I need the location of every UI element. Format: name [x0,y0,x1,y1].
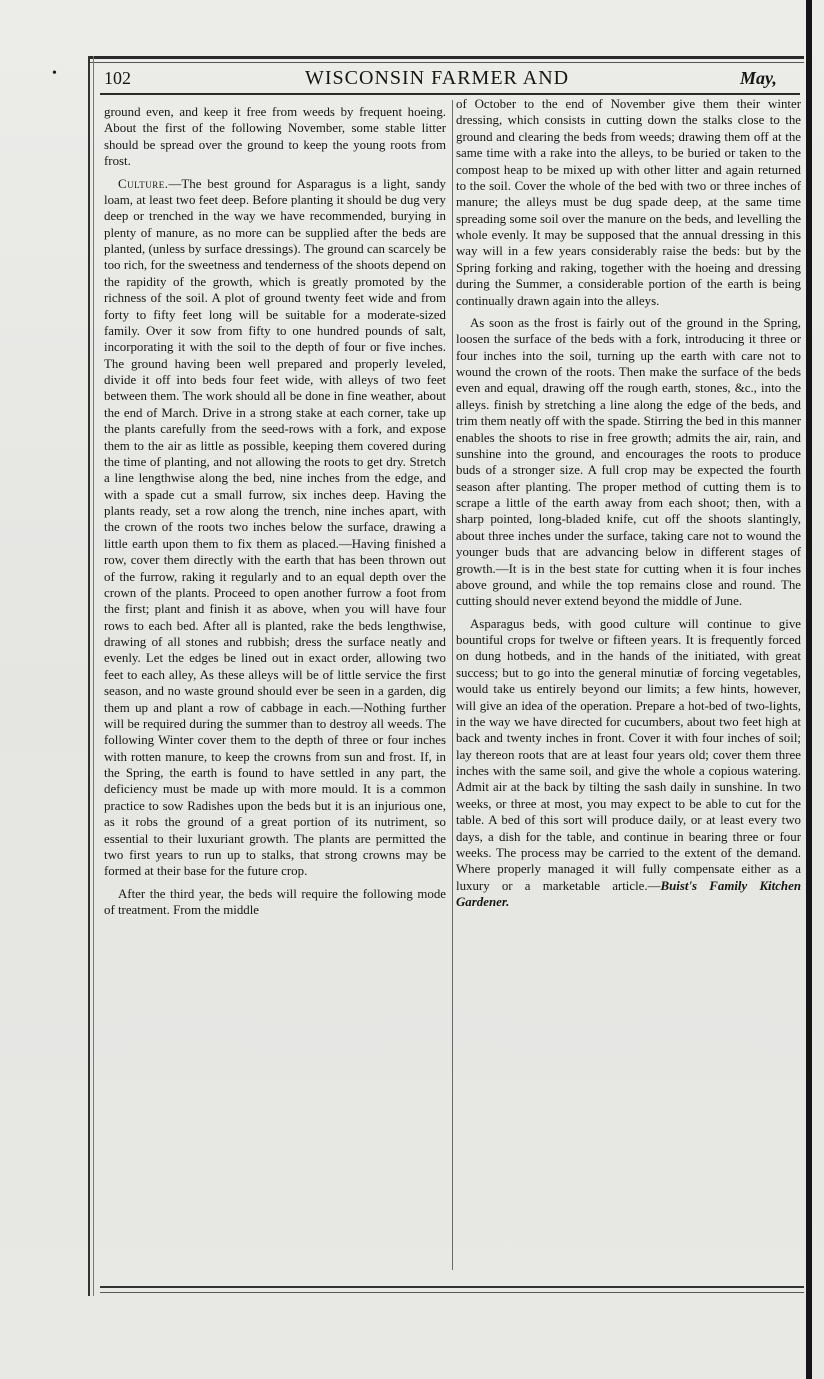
issue-month: May, [740,68,777,88]
left-paragraph-1: ground even, and keep it free from weeds by frequent hoeing. About the first of the following November, some stable litter should be spread over the ground to keep the young roots from frost. [104,105,446,169]
left-column [104,104,446,918]
right-paragraph-2: As soon as the frost is fairly out of the ground in the Spring, loosen the surface of the beds with a fork, introducing it three or four inches into the soil, turning up the earth with care not to wound the crown of the roots. Then make the surface of the beds even and equal, drawing off the rough earth, stones, &c., into the alleys. finish by stretching a line along the edge of the beds, and trim them neatly off with the spade. Stirring the bed in this manner enables the shoots to rise in free growth; admits the air, rain, and sunshine into the ground, and encourages the roots to produce buds of a stronger size. A full crop may be expected the fourth season after planting. The proper method of cutting them is to scrape a little of the earth away from each shoot; then, with a sharp pointed, long-bladed knife, cut off the shoots slantingly, about three inches under the surface, taking care not to wound the younger buds that are advancing below in different stages of growth.—It is in the best state for cutting when it is four inches above ground, and while the top remains close and round. The cutting should never extend beyond the middle of June. [456,315,801,609]
bottom-rule [100,1286,804,1288]
right-paragraph-3-text: Asparagus beds, with good culture will continue to give bountiful crops for twelve or fifteen years. It is frequently forced on dung hotbeds, and in the hands of the initiated, with great success; but to go into the general minutiæ of forcing vegetables, would take us entirely beyond our limits; a few hints, however, will give an idea of the operation. Prepare a hot-bed of two-lights, in the way we have directed for cucumbers, about two feet high at back and twenty inches in front. Cover it with four inches of soil; lay thereon roots that are at least four years old; cover them three inches with the same soil, and give the whole a copious watering. Admit air at the back by tilting the sash daily in sunshine. In two weeks, or three at most, you may expect to be able to cut for the table. A bed of this sort will produce daily, or at least every two days, a dish for the table, and continue in bearing three or four weeks. The process may be carried to the extent of the demand. Where properly managed it will fully compensate either as a luxury or a marketable article.— [456,616,801,893]
right-paragraph-1: of October to the end of November give them their winter dressing, which consists in cutting down the stalks close to the ground and clearing the beds from weeds; drawing them off at the same time with a rake into the alleys, to be buried or taken to the compost heap to be mixed up with other litter and again returned to the soil. Cover the whole of the bed with two or three inches of manure; the alleys must be dug spade deep, at the same time spreading some soil over the manure on the beds, and levelling the whole evenly. It may be supposed that the annual dressing in this way will in a few years considerably raise the beds: but by the Spring forking and raking, together with the hoeing and dressing during the Summer, a considerable portion of the earth is being continually drawn again into the alleys. [456,97,801,308]
source-credit: Buist's Family Kitchen Gardener. [456,878,801,909]
right-column [456,96,801,910]
left-paragraph-3: After the third year, the beds will require the following mode of treatment. From the middle [104,886,446,917]
left-border-rule-thin [93,56,94,1296]
header-rule [100,93,800,95]
top-border-rule-thin [88,62,804,63]
culture-paragraph [104,176,446,880]
bottom-rule-thin [100,1292,804,1293]
left-border-rule [88,56,90,1296]
masthead-title: WISCONSIN FARMER AND [305,67,570,89]
culture-text: —The best ground for Asparagus is a light, sandy loam, at least two feet deep. Before planting it should be dug very deep or trenched in the way we have recommended, burying in plenty of manure, as no more can be supplied after the beds are planted, (unless by surface dressings). The ground can scarcely be too rich, for the sweetness and tenderness of the shoots depend on the rapidity of the growth, which is greatly promoted by the richness of the soil. A plot of ground twenty feet wide and from forty to fifty feet long will be suitable for a moderate-sized family. Over it sow from fifty to one hundred pounds of salt, incorporating it with the soil to the depth of four or five inches. The ground having been well prepared and properly leveled, divide it off into beds four feet wide, with alleys of two feet between them. The work should all be done in fine weather, about the end of March. Drive in a strong stake at each corner, take up the plants carefully from the seed-rows with a fork, and expose them to the air as little as possible, keeping them covered during the time of planting, and not allowing the roots to get dry. Stretch a line lengthwise along the bed, nine inches from the edge, and with a spade cut a small furrow, six inches deep. Having the plants ready, set a row along the trench, nine inches apart, with the crown of the roots two inches below the surface, drawing a little earth upon them to fix them as placed.—Having finished a row, cover them directly with the earth that has been thrown out of the furrow, raking it regularly and to an equal depth over the crown of the plants. Proceed to open another furrow a foot from the first; plant and finish it as above, when you will have four rows to each bed. After all is planted, rake the beds lengthwise, drawing of all stones and rubbish; dress the surface neatly and evenly. Let the edges be lined out in exact order, allowing two feet to each alley, As these alleys will be of little service the first season, and no waste ground should ever be seen in a garden, dig them up and plant a row of cabbage in each.—Nothing further will be required during the summer than to destroy all weeds. The following Winter cover them to the depth of three or four inches with rotten manure, to keep the crowns from sun and frost. If, in the Spring, the earth is found to have settled in any part, the deficiency must be made up with more mould. It is a common practice to sow Radishes upon the beds but it is an injurious one, as it robs the ground of a great portion of its nutriment, so essential to their luxuriant growth. The plants are permitted the two first years to run up to stalks, that strong crowns may be formed at their base for the future crop. [104,176,446,879]
page-number: 102 [104,68,131,88]
column-divider [452,100,453,1270]
margin-bullet: • [52,66,57,81]
scan-edge-bar [806,0,812,1379]
top-border-rule [88,56,804,59]
culture-heading: Culture. [118,176,169,191]
right-paragraph-3 [456,616,801,911]
